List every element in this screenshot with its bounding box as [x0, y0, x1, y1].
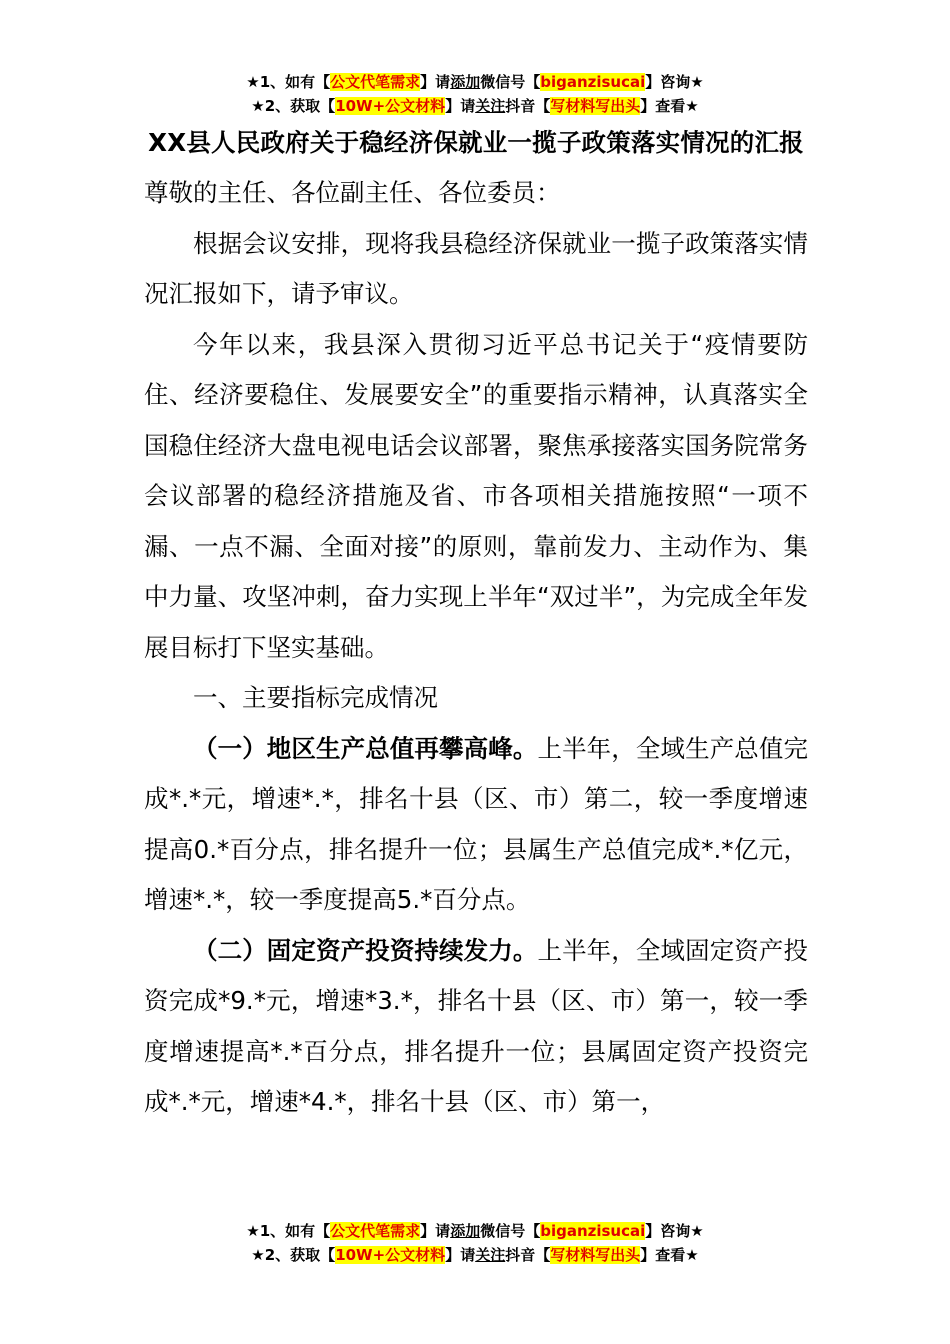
document-body — [144, 118, 808, 1128]
banner-text: 】查看★ — [640, 97, 699, 115]
banner-highlight-wechat: biganzisucai — [540, 1222, 646, 1240]
banner-text: 】查看★ — [640, 1246, 699, 1264]
banner-underlined: 添加 — [450, 73, 481, 91]
banner-underlined: 添加 — [450, 1222, 481, 1240]
banner-line-1 — [0, 1219, 950, 1243]
banner-text: 抖音【 — [505, 1246, 551, 1264]
item-2-heading: （二）固定资产投资持续发力。 — [193, 935, 538, 965]
banner-text: ★2、获取【 — [251, 97, 336, 115]
banner-line-2 — [0, 1243, 950, 1267]
banner-text: 抖音【 — [505, 97, 551, 115]
banner-line-2 — [0, 94, 950, 118]
banner-text: 】请 — [420, 1222, 451, 1240]
banner-text: 】请 — [420, 73, 451, 91]
banner-line-1 — [0, 70, 950, 94]
banner-highlight: 10W+公文材料 — [335, 1246, 446, 1264]
item-1-body: 上半年，全域生产总值完成*.*元，增速*.*，排名十县（区、市）第二，较一季度增速提高0.*百分点，排名提升一位；县属生产总值完成*.*亿元，增速*.*，较一季度提高5.*百分点。 — [144, 733, 809, 914]
banner-highlight: 10W+公文材料 — [335, 97, 446, 115]
banner-text: ★1、如有【 — [246, 1222, 331, 1240]
banner-text: 微信号【 — [480, 73, 541, 91]
item-1-heading: （一）地区生产总值再攀高峰。 — [193, 733, 538, 763]
banner-text: 】请 — [445, 97, 476, 115]
section-heading-1: 一、主要指标完成情况 — [193, 683, 438, 712]
banner-underlined: 关注 — [475, 97, 506, 115]
banner-highlight-douyin: 写材料写出头 — [550, 1246, 641, 1264]
paragraph-intro: 根据会议安排，现将我县稳经济保就业一揽子政策落实情况汇报如下，请予审议。 — [144, 228, 808, 308]
banner-text: 】咨询★ — [645, 1222, 704, 1240]
banner-text: 微信号【 — [480, 1222, 541, 1240]
banner-underlined: 关注 — [475, 1246, 506, 1264]
banner-highlight: 公文代笔需求 — [330, 1222, 421, 1240]
banner-text: 】请 — [445, 1246, 476, 1264]
banner-highlight-wechat: biganzisucai — [540, 73, 646, 91]
bottom-banner — [0, 1219, 950, 1267]
item-1 — [144, 724, 808, 926]
banner-text: 】咨询★ — [645, 73, 704, 91]
item-2-body: 上半年，全域固定资产投资完成*9.*元，增速*3.*，排名十县（区、市）第一，较一季度增速提高*.*百分点，排名提升一位；县属固定资产投资完成*.*元，增速*4.*，排名十县（区、市）第一， — [144, 935, 809, 1116]
document-title: XX县人民政府关于稳经济保就业一揽子政策落实情况的汇报 — [148, 128, 804, 157]
banner-highlight-douyin: 写材料写出头 — [550, 97, 641, 115]
banner-text: ★2、获取【 — [251, 1246, 336, 1264]
banner-text: ★1、如有【 — [246, 73, 331, 91]
banner-highlight: 公文代笔需求 — [330, 73, 421, 91]
paragraph-background: 今年以来，我县深入贯彻习近平总书记关于“疫情要防住、经济要稳住、发展要安全”的重要指示精神，认真落实全国稳住经济大盘电视电话会议部署，聚焦承接落实国务院常务会议部署的稳经济措施及省、市各项相关措施按照“一项不漏、一点不漏、全面对接”的原则，靠前发力、主动作为、集中力量、攻坚冲刺，奋力实现上半年“双过半”，为完成全年发展目标打下坚实基础。 — [144, 329, 808, 662]
salutation: 尊敬的主任、各位副主任、各位委员： — [144, 178, 561, 207]
item-2 — [144, 926, 808, 1128]
top-banner — [0, 70, 950, 118]
